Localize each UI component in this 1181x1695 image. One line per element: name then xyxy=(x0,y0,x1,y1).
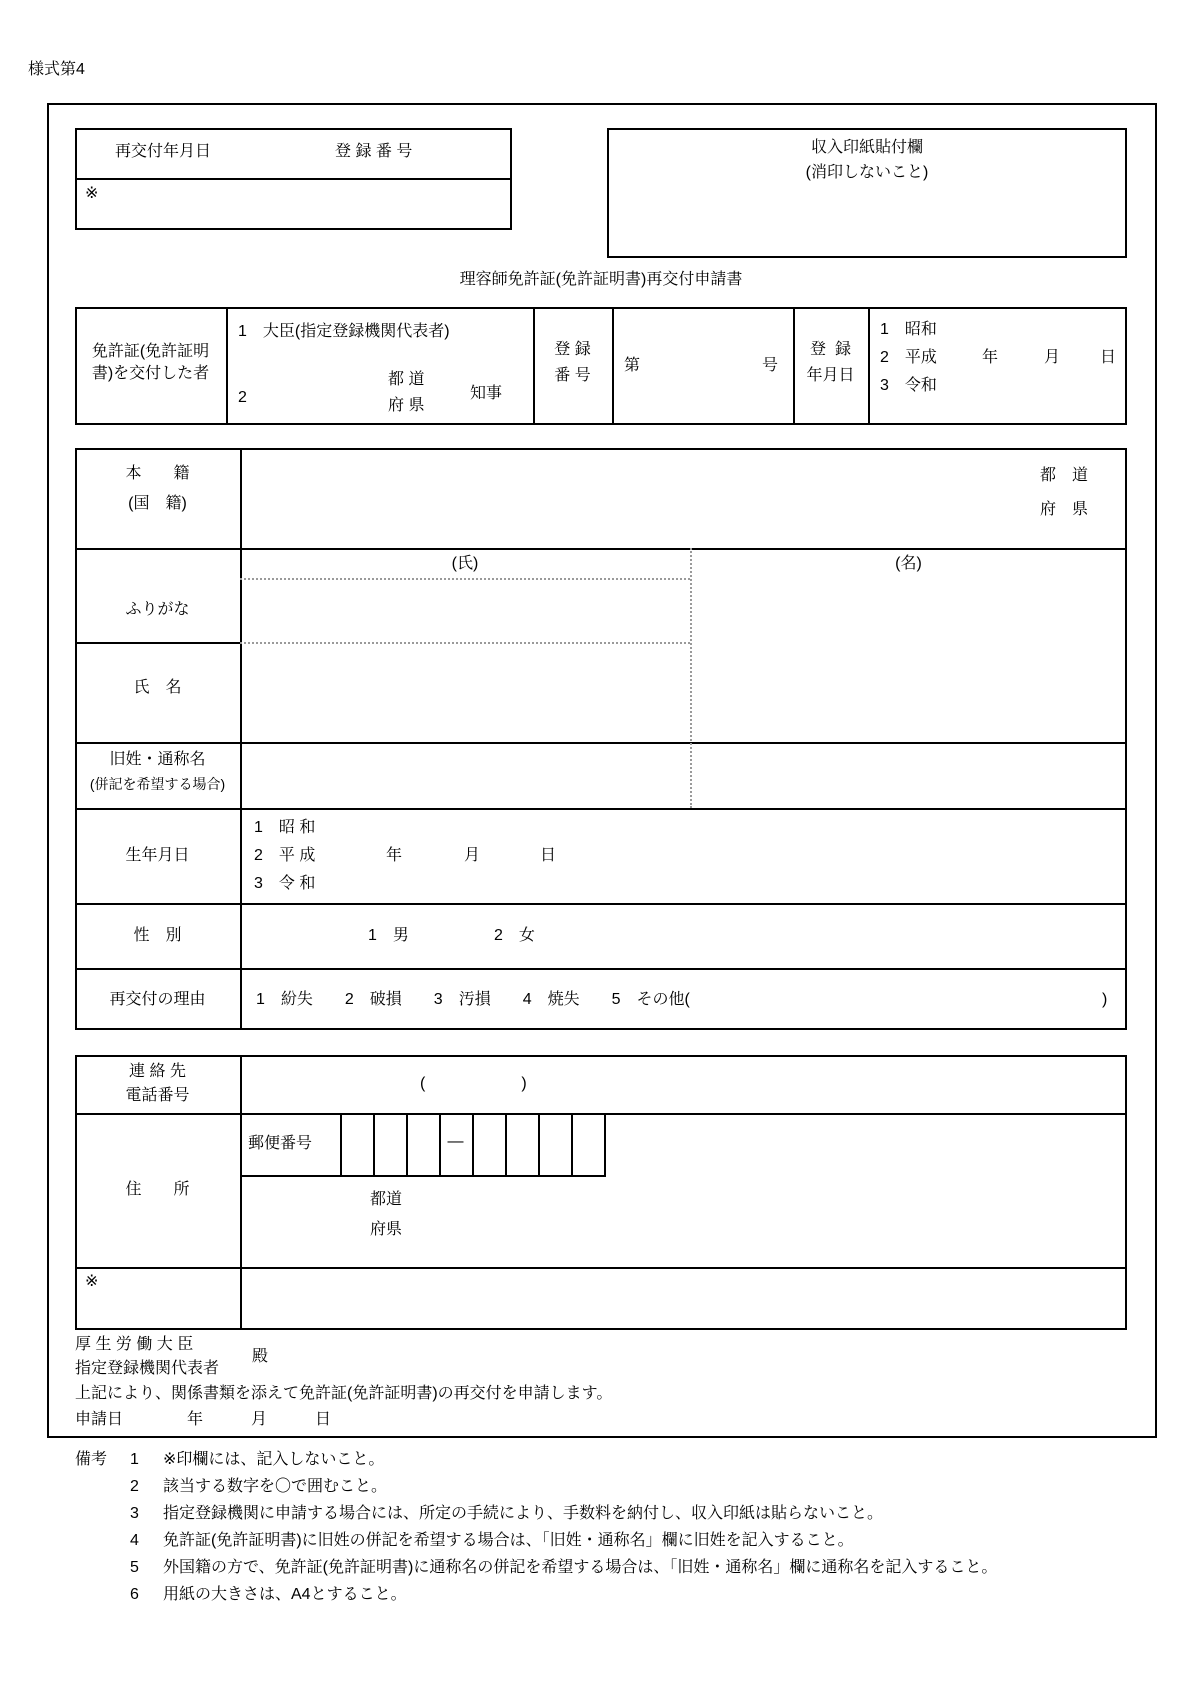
birthdate-label: 生年月日 xyxy=(125,847,190,864)
row-divider xyxy=(75,548,1127,550)
issuer-fuken-label: 府 県 xyxy=(388,397,425,414)
birthdate-month-label: 月 xyxy=(464,847,481,864)
postal-box-right xyxy=(604,1113,606,1175)
registration-number-header: 登 録 番 号 xyxy=(335,143,413,160)
remark-text: 指定登録機関に申請する場合には、所定の手続により、手数料を納付し、収入印紙は貼らないこと。 xyxy=(163,1505,884,1522)
issuer-table-divider xyxy=(612,307,614,425)
office-use-divider xyxy=(75,178,512,180)
remark-text: ※印欄には、記入しないこと。 xyxy=(163,1451,385,1468)
row-divider xyxy=(75,1113,1127,1115)
label-column-divider xyxy=(240,1055,242,1330)
office-use-asterisk: ※ xyxy=(85,185,99,202)
regno-dai: 第 xyxy=(624,357,641,374)
remark-number: 1 xyxy=(130,1451,139,1468)
remark-text: 外国籍の方で、免許証(免許証明書)に通称名の併記を希望する場合は、「旧姓・通称名」欄に通称名を記入すること。 xyxy=(163,1559,998,1576)
revenue-stamp-note: (消印しないこと) xyxy=(805,164,929,181)
row-divider xyxy=(75,742,1127,744)
regdate-era-showa: 1 昭和 xyxy=(880,321,937,338)
row-divider xyxy=(75,903,1127,905)
regdate-header-line2: 年月日 xyxy=(806,367,855,384)
issuer-label-line2: 書)を交付した者 xyxy=(91,365,210,382)
domicile-fuken-suffix: 府 県 xyxy=(1040,501,1089,518)
regdate-era-reiwa: 3 令和 xyxy=(880,377,937,394)
addressee-minister: 厚 生 労 働 大 臣 xyxy=(75,1336,194,1353)
address-todo-suffix: 都道 xyxy=(370,1191,403,1208)
issuer-governor-label: 知事 xyxy=(470,385,503,402)
full-name-label: 氏 名 xyxy=(133,679,182,696)
remark-number: 4 xyxy=(130,1532,139,1549)
form-number-label: 様式第4 xyxy=(28,61,85,78)
surname-column-header: (氏) xyxy=(451,555,479,572)
birthdate-era-showa: 1 昭 和 xyxy=(254,819,316,836)
postal-cell-divider xyxy=(571,1113,573,1175)
application-date-line: 申請日 年 月 日 xyxy=(75,1411,332,1428)
givenname-column-header: (名) xyxy=(895,555,922,572)
sex-option-female: 2 女 xyxy=(494,927,535,944)
postal-code-label: 郵便番号 xyxy=(248,1135,313,1152)
sex-option-male: 1 男 xyxy=(368,927,409,944)
birthdate-year-label: 年 xyxy=(386,847,403,864)
reissue-reason-close-paren: ) xyxy=(1102,991,1108,1008)
sex-label: 性 別 xyxy=(133,927,182,944)
remark-text: 用紙の大きさは、A4とすること。 xyxy=(163,1586,407,1603)
regdate-header-line1: 登 録 xyxy=(810,341,851,358)
issuer-label-line1: 免許証(免許証明 xyxy=(91,343,210,360)
regno-header-line1: 登 録 xyxy=(554,341,591,358)
addressee-honorific: 殿 xyxy=(252,1348,269,1365)
label-row-divider xyxy=(75,642,240,644)
contact-tel-label-line1: 連 絡 先 xyxy=(129,1063,186,1080)
name-column-dotted-divider xyxy=(690,548,692,808)
birthdate-era-heisei: 2 平 成 xyxy=(254,847,316,864)
remark-number: 5 xyxy=(130,1559,139,1576)
office-use-asterisk-bottom: ※ xyxy=(85,1273,99,1290)
reissue-date-header: 再交付年月日 xyxy=(115,143,212,160)
address-fuken-suffix: 府県 xyxy=(370,1221,403,1238)
regdate-year-label: 年 xyxy=(982,349,999,366)
contact-tel-label-line2: 電話番号 xyxy=(125,1087,190,1104)
postal-cell-divider xyxy=(340,1113,342,1175)
postal-cell-divider xyxy=(373,1113,375,1175)
regno-header-line2: 番 号 xyxy=(554,367,591,384)
former-name-label-line2: (併記を希望する場合) xyxy=(89,776,226,792)
domicile-label-line2: (国 籍) xyxy=(128,495,187,512)
domicile-label-line1: 本 籍 xyxy=(125,465,190,482)
former-name-label-line1: 旧姓・通称名 xyxy=(109,751,206,768)
application-statement: 上記により、関係書類を添えて免許証(免許証明書)の再交付を申請します。 xyxy=(75,1385,613,1402)
regdate-era-heisei: 2 平成 xyxy=(880,349,937,366)
remark-number: 2 xyxy=(130,1478,139,1495)
issuer-option2-number: 2 xyxy=(238,389,247,406)
reissue-reason-label: 再交付の理由 xyxy=(109,991,206,1008)
postal-cell-divider xyxy=(406,1113,408,1175)
remarks-label: 備考 xyxy=(75,1451,108,1468)
row-divider xyxy=(75,808,1127,810)
birthdate-day-label: 日 xyxy=(540,847,557,864)
row-divider xyxy=(75,1267,1127,1269)
issuer-table-divider xyxy=(226,307,228,425)
remark-text: 該当する数字を〇で囲むこと。 xyxy=(163,1478,388,1495)
postal-cell-divider xyxy=(472,1113,474,1175)
remark-number: 6 xyxy=(130,1586,139,1603)
birthdate-era-reiwa: 3 令 和 xyxy=(254,875,316,892)
regdate-month-label: 月 xyxy=(1044,349,1061,366)
postal-cell-divider xyxy=(505,1113,507,1175)
issuer-table-divider xyxy=(868,307,870,425)
row-divider xyxy=(75,968,1127,970)
postal-box-bottom xyxy=(240,1175,606,1177)
postal-code-dash: — xyxy=(447,1133,464,1150)
revenue-stamp-title: 収入印紙貼付欄 xyxy=(810,139,923,156)
dotted-row-divider xyxy=(240,578,690,580)
issuer-todo-label: 都 道 xyxy=(388,371,425,388)
addressee-agency: 指定登録機関代表者 xyxy=(75,1360,220,1377)
issuer-option-minister: 1 大臣(指定登録機関代表者) xyxy=(238,323,450,340)
regno-go: 号 xyxy=(762,357,779,374)
remark-text: 免許証(免許証明書)に旧姓の併記を希望する場合は、「旧姓・通称名」欄に旧姓を記入すること。 xyxy=(163,1532,854,1549)
domicile-todo-suffix: 都 道 xyxy=(1040,467,1089,484)
dotted-row-divider xyxy=(240,642,690,644)
furigana-label: ふりがな xyxy=(125,601,190,618)
telephone-parens: ( ) xyxy=(420,1075,527,1092)
address-label: 住 所 xyxy=(125,1181,190,1198)
document-title: 理容師免許証(免許証明書)再交付申請書 xyxy=(459,271,743,288)
label-column-divider xyxy=(240,448,242,1030)
remark-number: 3 xyxy=(130,1505,139,1522)
postal-cell-divider xyxy=(538,1113,540,1175)
regdate-day-label: 日 xyxy=(1100,349,1117,366)
reissue-reason-options: 1 紛失 2 破損 3 汚損 4 焼失 5 その他( xyxy=(256,991,690,1008)
